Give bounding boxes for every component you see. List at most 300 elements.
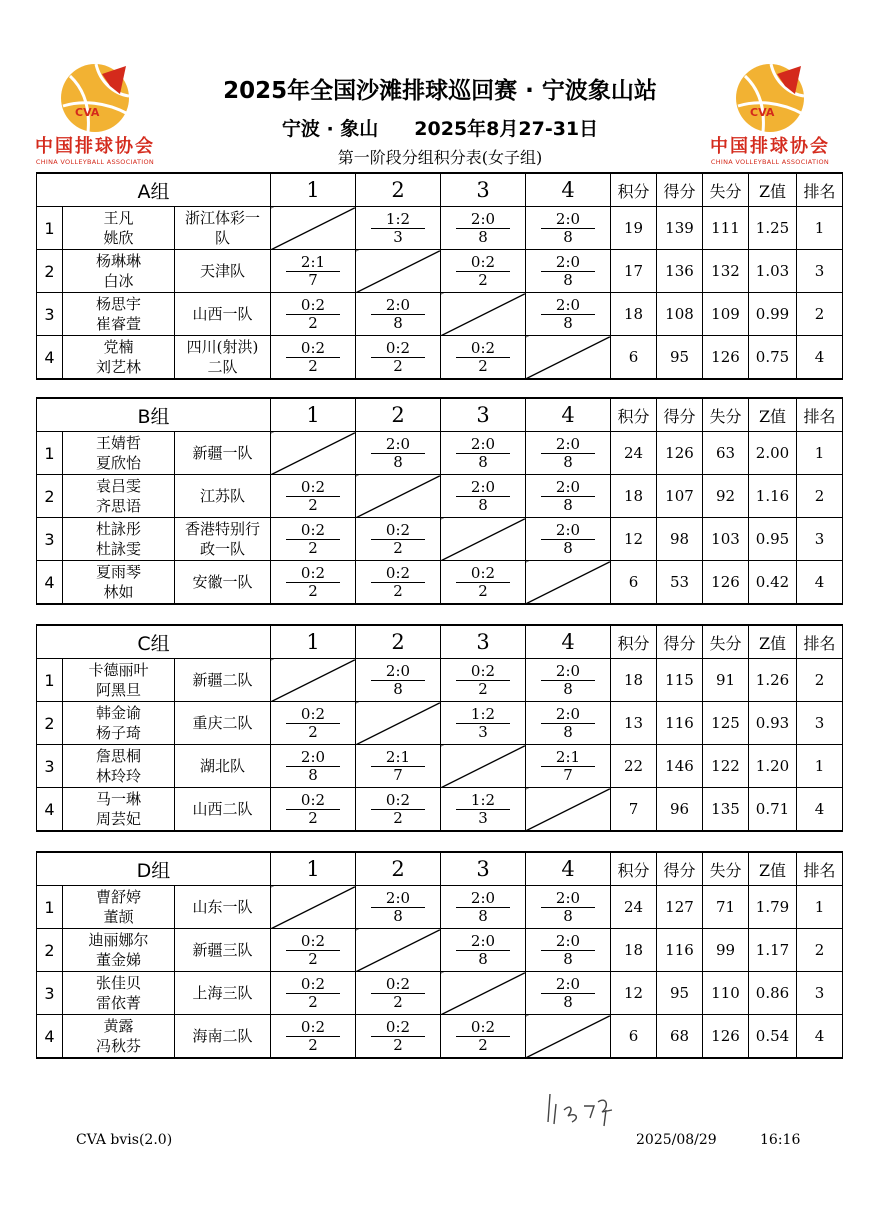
rank: 3 xyxy=(797,972,843,1015)
self-match-cell xyxy=(271,886,356,929)
match-result xyxy=(441,1015,526,1059)
match-points: 2 xyxy=(478,581,488,600)
player-name: 马一琳 xyxy=(95,790,141,808)
player-name: 林玲玲 xyxy=(95,767,141,785)
points: 18 xyxy=(611,659,657,702)
scored: 95 xyxy=(657,972,703,1015)
match-result xyxy=(271,475,356,518)
set-score: 0:2 xyxy=(286,1019,340,1037)
group-name: D组 xyxy=(37,852,271,886)
lost: 111 xyxy=(703,207,749,250)
player-names xyxy=(63,929,175,972)
match-points: 8 xyxy=(563,538,573,557)
seed-number: 2 xyxy=(37,929,63,972)
self-match-cell xyxy=(356,702,441,745)
scored: 126 xyxy=(657,432,703,475)
points: 18 xyxy=(611,293,657,336)
self-match-cell xyxy=(526,561,611,605)
table-row xyxy=(37,250,843,293)
column-header-z: Z值 xyxy=(749,398,797,432)
player-name: 杨琳琳 xyxy=(95,252,141,270)
set-score: 0:2 xyxy=(456,1019,510,1037)
match-points: 2 xyxy=(393,356,403,375)
column-header: 4 xyxy=(526,173,611,207)
set-score: 2:0 xyxy=(541,706,595,724)
table-row xyxy=(37,293,843,336)
match-points: 2 xyxy=(308,356,318,375)
set-score: 0:2 xyxy=(371,792,425,810)
z-value: 0.95 xyxy=(749,518,797,561)
logo-cn-text: 中国排球协会 xyxy=(710,136,830,157)
match-result xyxy=(526,972,611,1015)
match-result xyxy=(271,1015,356,1059)
player-name: 党楠 xyxy=(103,338,134,356)
player-name: 黄露 xyxy=(103,1017,134,1035)
seed-number: 1 xyxy=(37,207,63,250)
match-result xyxy=(526,250,611,293)
match-result xyxy=(271,293,356,336)
set-score: 0:2 xyxy=(371,565,425,583)
set-score: 0:2 xyxy=(371,522,425,540)
set-score: 2:0 xyxy=(456,436,510,454)
seed-number: 4 xyxy=(37,1015,63,1059)
team-name xyxy=(175,745,271,788)
player-name: 卡德丽叶 xyxy=(88,661,149,679)
match-result xyxy=(271,702,356,745)
group-table xyxy=(36,172,843,380)
match-points: 2 xyxy=(308,1035,318,1054)
seed-number: 3 xyxy=(37,518,63,561)
match-result xyxy=(526,659,611,702)
match-points: 8 xyxy=(393,679,403,698)
match-result xyxy=(526,432,611,475)
seed-number: 3 xyxy=(37,972,63,1015)
match-result xyxy=(271,518,356,561)
table-row xyxy=(37,1015,843,1059)
column-header-lost: 失分 xyxy=(703,852,749,886)
player-name: 袁吕雯 xyxy=(95,477,141,495)
player-names xyxy=(63,207,175,250)
match-result xyxy=(441,561,526,605)
team-name-line: 四川(射洪) xyxy=(186,338,259,356)
self-match-cell xyxy=(356,475,441,518)
column-header-points: 积分 xyxy=(611,852,657,886)
z-value: 0.75 xyxy=(749,336,797,380)
match-points: 2 xyxy=(393,808,403,827)
lost: 71 xyxy=(703,886,749,929)
team-name xyxy=(175,659,271,702)
player-name: 周芸妃 xyxy=(95,810,141,828)
player-names xyxy=(63,561,175,605)
rank: 3 xyxy=(797,518,843,561)
match-result xyxy=(356,788,441,832)
match-points: 2 xyxy=(308,992,318,1011)
self-match-cell xyxy=(526,788,611,832)
team-name xyxy=(175,336,271,380)
column-header-scored: 得分 xyxy=(657,173,703,207)
match-result xyxy=(271,788,356,832)
points: 12 xyxy=(611,518,657,561)
scored: 139 xyxy=(657,207,703,250)
self-match-cell xyxy=(441,518,526,561)
column-header-rank: 排名 xyxy=(797,398,843,432)
set-score: 2:1 xyxy=(286,254,340,272)
column-header-rank: 排名 xyxy=(797,625,843,659)
column-header-rank: 排名 xyxy=(797,173,843,207)
column-header: 3 xyxy=(441,852,526,886)
column-header: 2 xyxy=(356,173,441,207)
set-score: 2:0 xyxy=(456,890,510,908)
player-name: 崔睿萱 xyxy=(95,315,141,333)
lost: 63 xyxy=(703,432,749,475)
set-score: 0:2 xyxy=(286,706,340,724)
table-subtitle: 第一阶段分组积分表(女子组) xyxy=(337,148,543,167)
team-name-line: 政一队 xyxy=(199,540,245,558)
self-match-cell xyxy=(526,336,611,380)
team-name-line: 新疆三队 xyxy=(192,941,253,959)
lost: 125 xyxy=(703,702,749,745)
table-row xyxy=(37,745,843,788)
rank: 1 xyxy=(797,745,843,788)
set-score: 2:1 xyxy=(371,749,425,767)
rank: 4 xyxy=(797,336,843,380)
match-points: 2 xyxy=(478,356,488,375)
logo-cn-text: 中国排球协会 xyxy=(35,136,155,157)
set-score: 2:0 xyxy=(456,211,510,229)
team-name xyxy=(175,207,271,250)
team-name xyxy=(175,886,271,929)
match-points: 2 xyxy=(393,538,403,557)
match-points: 7 xyxy=(393,765,403,784)
seed-number: 1 xyxy=(37,659,63,702)
match-points: 8 xyxy=(563,722,573,741)
set-score: 0:2 xyxy=(456,565,510,583)
match-result xyxy=(356,1015,441,1059)
player-name: 杜詠彤 xyxy=(95,520,141,538)
self-match-cell xyxy=(356,929,441,972)
set-score: 0:2 xyxy=(286,976,340,994)
group-name: B组 xyxy=(37,398,271,432)
rank: 2 xyxy=(797,929,843,972)
column-header: 2 xyxy=(356,852,441,886)
rank: 1 xyxy=(797,432,843,475)
team-name-line: 新疆二队 xyxy=(192,671,253,689)
lost: 92 xyxy=(703,475,749,518)
player-name: 刘艺林 xyxy=(95,358,141,376)
rank: 3 xyxy=(797,250,843,293)
player-names xyxy=(63,659,175,702)
player-name: 王婧哲 xyxy=(95,434,141,452)
set-score: 2:0 xyxy=(541,297,595,315)
match-result xyxy=(356,561,441,605)
column-header-lost: 失分 xyxy=(703,173,749,207)
set-score: 2:0 xyxy=(541,479,595,497)
set-score: 2:0 xyxy=(541,436,595,454)
match-result xyxy=(441,336,526,380)
match-points: 8 xyxy=(478,949,488,968)
set-score: 2:0 xyxy=(371,436,425,454)
match-points: 8 xyxy=(563,227,573,246)
match-result xyxy=(356,293,441,336)
group-table xyxy=(36,397,843,605)
match-points: 2 xyxy=(308,581,318,600)
table-row xyxy=(37,518,843,561)
z-value: 0.86 xyxy=(749,972,797,1015)
set-score: 2:0 xyxy=(541,522,595,540)
match-points: 2 xyxy=(308,313,318,332)
self-match-cell xyxy=(441,972,526,1015)
match-result xyxy=(441,659,526,702)
set-score: 2:0 xyxy=(371,663,425,681)
scored: 116 xyxy=(657,929,703,972)
team-name-line: 安徽一队 xyxy=(192,573,253,591)
self-match-cell xyxy=(526,1015,611,1059)
z-value: 1.20 xyxy=(749,745,797,788)
match-points: 8 xyxy=(563,906,573,925)
column-header-lost: 失分 xyxy=(703,625,749,659)
column-header: 3 xyxy=(441,398,526,432)
z-value: 1.03 xyxy=(749,250,797,293)
rank: 4 xyxy=(797,561,843,605)
column-header: 4 xyxy=(526,625,611,659)
player-names xyxy=(63,972,175,1015)
table-row xyxy=(37,886,843,929)
set-score: 0:2 xyxy=(286,479,340,497)
player-name: 阿黑旦 xyxy=(95,681,141,699)
player-names xyxy=(63,293,175,336)
player-name: 曹舒婷 xyxy=(95,888,141,906)
points: 24 xyxy=(611,432,657,475)
set-score: 0:2 xyxy=(456,340,510,358)
print-date: 2025/08/29 xyxy=(636,1132,717,1148)
match-points: 7 xyxy=(563,765,573,784)
set-score: 2:0 xyxy=(371,297,425,315)
match-result xyxy=(356,336,441,380)
lost: 126 xyxy=(703,561,749,605)
team-name xyxy=(175,432,271,475)
team-name xyxy=(175,293,271,336)
column-header: 1 xyxy=(271,173,356,207)
match-points: 8 xyxy=(563,949,573,968)
team-name-line: 上海三队 xyxy=(192,984,253,1002)
event-location-dates xyxy=(0,114,880,141)
scored: 115 xyxy=(657,659,703,702)
points: 7 xyxy=(611,788,657,832)
scored: 108 xyxy=(657,293,703,336)
self-match-cell xyxy=(441,745,526,788)
player-names xyxy=(63,745,175,788)
match-result xyxy=(271,336,356,380)
team-name xyxy=(175,702,271,745)
set-score: 0:2 xyxy=(371,1019,425,1037)
seed-number: 4 xyxy=(37,788,63,832)
match-result xyxy=(271,929,356,972)
z-value: 0.93 xyxy=(749,702,797,745)
logo-en-text: CHINA VOLLEYBALL ASSOCIATION xyxy=(710,158,830,166)
team-name xyxy=(175,475,271,518)
lost: 103 xyxy=(703,518,749,561)
column-header-scored: 得分 xyxy=(657,852,703,886)
z-value: 2.00 xyxy=(749,432,797,475)
match-points: 8 xyxy=(478,495,488,514)
player-name: 齐思语 xyxy=(95,497,141,515)
group-name: C组 xyxy=(37,625,271,659)
player-name: 董颉 xyxy=(103,908,134,926)
player-name: 詹思桐 xyxy=(95,747,141,765)
match-points: 8 xyxy=(393,906,403,925)
player-names xyxy=(63,250,175,293)
set-score: 2:0 xyxy=(541,976,595,994)
column-header-points: 积分 xyxy=(611,398,657,432)
match-points: 3 xyxy=(393,227,403,246)
player-name: 杨思宇 xyxy=(95,295,141,313)
team-name-line: 天津队 xyxy=(199,262,245,280)
logo-en-text: CHINA VOLLEYBALL ASSOCIATION xyxy=(35,158,155,166)
player-name: 林如 xyxy=(103,583,134,601)
lost: 135 xyxy=(703,788,749,832)
page-title: 2025年全国沙滩排球巡回赛 · 宁波象山站 xyxy=(223,78,657,104)
match-result xyxy=(526,518,611,561)
scored: 116 xyxy=(657,702,703,745)
player-names xyxy=(63,432,175,475)
set-score: 0:2 xyxy=(286,792,340,810)
points: 22 xyxy=(611,745,657,788)
table-row xyxy=(37,207,843,250)
player-name: 迪丽娜尔 xyxy=(88,931,149,949)
lost: 126 xyxy=(703,1015,749,1059)
lost: 110 xyxy=(703,972,749,1015)
set-score: 1:2 xyxy=(456,706,510,724)
seed-number: 2 xyxy=(37,250,63,293)
player-name: 雷依菁 xyxy=(95,994,141,1012)
match-result xyxy=(356,207,441,250)
points: 18 xyxy=(611,475,657,518)
match-result xyxy=(441,250,526,293)
logo-badge-text: CVA xyxy=(750,106,775,119)
table-row xyxy=(37,336,843,380)
column-header: 3 xyxy=(441,173,526,207)
player-name: 王凡 xyxy=(103,209,134,227)
player-name: 白冰 xyxy=(103,272,134,290)
table-row xyxy=(37,702,843,745)
match-points: 2 xyxy=(308,808,318,827)
team-name-line: 二队 xyxy=(207,358,238,376)
player-name: 张佳贝 xyxy=(95,974,141,992)
match-points: 8 xyxy=(563,679,573,698)
team-name-line: 山西二队 xyxy=(192,800,253,818)
match-result xyxy=(526,702,611,745)
match-points: 3 xyxy=(478,808,488,827)
column-header-scored: 得分 xyxy=(657,625,703,659)
column-header-lost: 失分 xyxy=(703,398,749,432)
points: 24 xyxy=(611,886,657,929)
seed-number: 1 xyxy=(37,886,63,929)
scored: 98 xyxy=(657,518,703,561)
rank: 1 xyxy=(797,886,843,929)
match-points: 2 xyxy=(478,1035,488,1054)
match-points: 2 xyxy=(478,679,488,698)
player-names xyxy=(63,886,175,929)
points: 6 xyxy=(611,1015,657,1059)
table-row xyxy=(37,659,843,702)
group-name: A组 xyxy=(37,173,271,207)
team-name xyxy=(175,929,271,972)
player-name: 冯秋芬 xyxy=(95,1037,141,1055)
column-header-z: Z值 xyxy=(749,852,797,886)
seed-number: 3 xyxy=(37,745,63,788)
match-result xyxy=(526,207,611,250)
table-row xyxy=(37,929,843,972)
seed-number: 1 xyxy=(37,432,63,475)
column-header: 1 xyxy=(271,852,356,886)
set-score: 2:0 xyxy=(541,890,595,908)
column-header: 1 xyxy=(271,625,356,659)
column-header: 2 xyxy=(356,398,441,432)
match-points: 8 xyxy=(563,313,573,332)
seed-number: 4 xyxy=(37,336,63,380)
lost: 109 xyxy=(703,293,749,336)
set-score: 2:0 xyxy=(456,933,510,951)
player-name: 夏雨琴 xyxy=(95,563,141,581)
player-name: 姚欣 xyxy=(103,229,134,247)
column-header-points: 积分 xyxy=(611,625,657,659)
rank: 4 xyxy=(797,788,843,832)
match-result xyxy=(441,929,526,972)
column-header-z: Z值 xyxy=(749,625,797,659)
column-header: 4 xyxy=(526,852,611,886)
rank: 4 xyxy=(797,1015,843,1059)
match-result xyxy=(441,432,526,475)
set-score: 2:0 xyxy=(541,933,595,951)
set-score: 0:2 xyxy=(286,297,340,315)
match-result xyxy=(526,929,611,972)
software-version: CVA bvis(2.0) xyxy=(76,1132,173,1148)
set-score: 1:2 xyxy=(371,211,425,229)
set-score: 1:2 xyxy=(456,792,510,810)
rank: 2 xyxy=(797,659,843,702)
scored: 53 xyxy=(657,561,703,605)
points: 12 xyxy=(611,972,657,1015)
match-points: 2 xyxy=(393,581,403,600)
match-points: 8 xyxy=(563,495,573,514)
table-row xyxy=(37,475,843,518)
z-value: 1.25 xyxy=(749,207,797,250)
self-match-cell xyxy=(356,250,441,293)
team-name xyxy=(175,1015,271,1059)
match-points: 8 xyxy=(393,313,403,332)
column-header-z: Z值 xyxy=(749,173,797,207)
seed-number: 3 xyxy=(37,293,63,336)
z-value: 1.17 xyxy=(749,929,797,972)
set-score: 2:1 xyxy=(541,749,595,767)
team-name-line: 湖北队 xyxy=(199,757,245,775)
column-header-scored: 得分 xyxy=(657,398,703,432)
match-result xyxy=(356,886,441,929)
seed-number: 4 xyxy=(37,561,63,605)
player-names xyxy=(63,702,175,745)
lost: 126 xyxy=(703,336,749,380)
team-name-line: 重庆二队 xyxy=(192,714,253,732)
team-name xyxy=(175,250,271,293)
match-points: 8 xyxy=(478,906,488,925)
points: 6 xyxy=(611,336,657,380)
scored: 127 xyxy=(657,886,703,929)
scored: 68 xyxy=(657,1015,703,1059)
team-name-line: 江苏队 xyxy=(199,487,245,505)
match-result xyxy=(356,432,441,475)
match-result xyxy=(441,475,526,518)
player-name: 韩金谕 xyxy=(95,704,141,722)
